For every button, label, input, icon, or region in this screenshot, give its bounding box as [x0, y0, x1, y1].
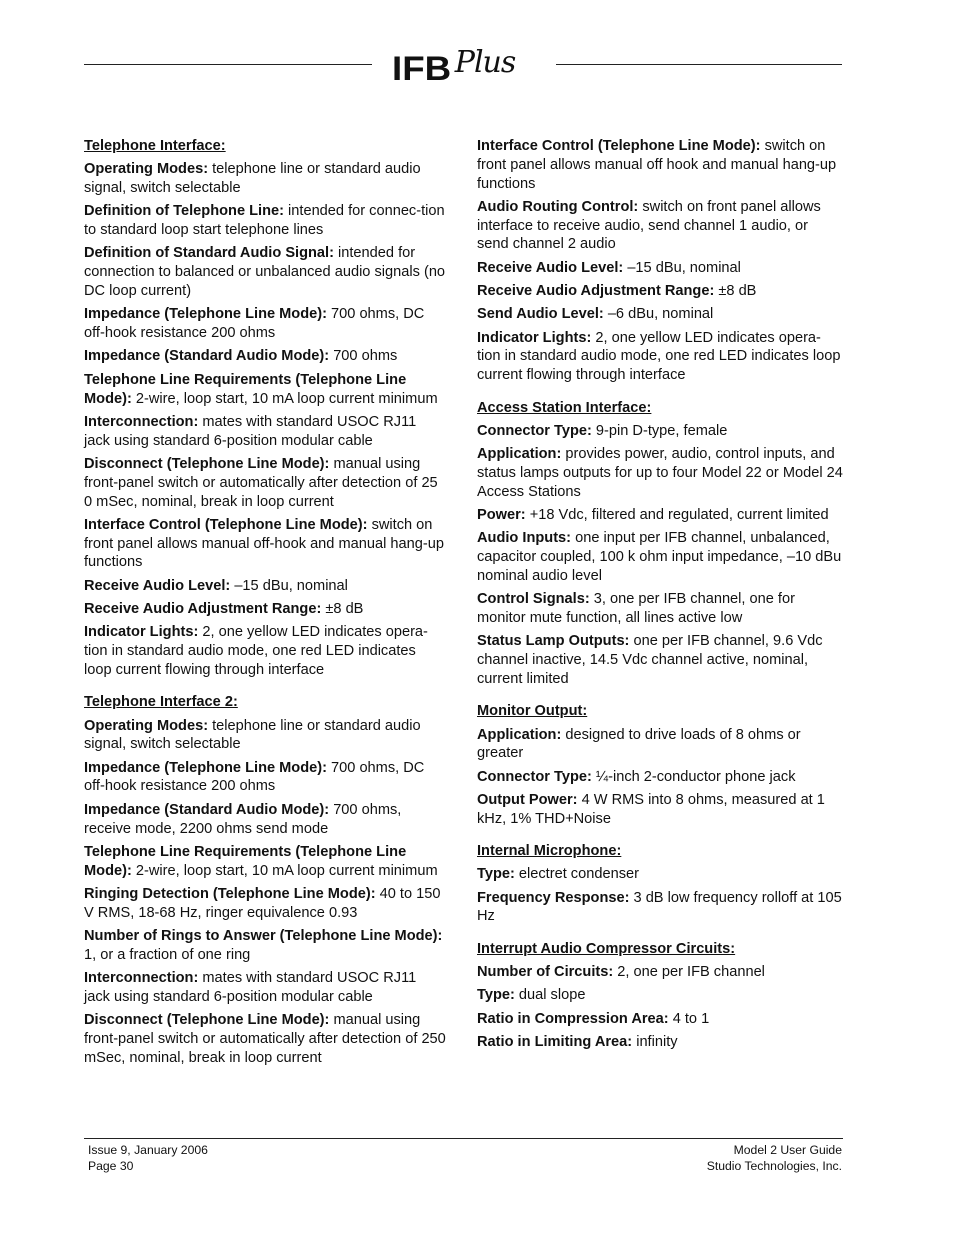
header-rule-left — [84, 64, 372, 65]
section-heading: Monitor Output: — [477, 703, 588, 720]
spec-entry — [477, 506, 843, 525]
spec-value: –6 dBu, nominal — [603, 306, 714, 323]
spec-value: 2, one yellow LED indicates opera-tion in standard audio mode, one red LED indicates loop current flowing through interface — [84, 624, 428, 678]
spec-entry — [84, 969, 446, 1007]
spec-value: 700 ohms, receive mode, 2200 ohms send mode — [84, 801, 402, 837]
spec-entry — [477, 632, 843, 688]
spec-entry — [477, 137, 843, 193]
spec-entry — [477, 963, 843, 982]
spec-value: 700 ohms, DC off-hook resistance 200 ohms — [84, 759, 425, 795]
spec-value: switch on front panel allows manual off hook and manual hang-up functions — [477, 138, 837, 192]
spec-value: 3 dB low frequency rolloff at 105 Hz — [477, 889, 842, 925]
spec-value: 700 ohms, DC off-hook resistance 200 ohms — [84, 306, 425, 342]
spec-entry — [477, 305, 843, 324]
spec-entry — [477, 865, 843, 884]
spec-term: Receive Audio Level: — [477, 259, 624, 276]
spec-term: Audio Routing Control: — [477, 198, 639, 215]
spec-value: telephone line or standard audio signal, switch selectable — [84, 161, 421, 197]
spec-term: Indicator Lights: — [84, 624, 199, 641]
spec-value: 40 to 150 V RMS, 18-68 Hz, ringer equivalence 0.93 — [84, 885, 441, 921]
spec-term: Interface Control (Telephone Line Mode): — [84, 516, 368, 533]
spec-value: 1, or a fraction of one ring — [84, 946, 251, 963]
spec-term: Disconnect (Telephone Line Mode): — [84, 1012, 330, 1029]
spec-value: one input per IFB channel, unbalanced, capacitor coupled, 100 k ohm input impedance, –10 dBu nominal audio level — [477, 530, 842, 584]
spec-value: designed to drive loads of 8 ohms or greater — [477, 726, 801, 762]
spec-term: Ringing Detection (Telephone Line Mode): — [84, 885, 376, 902]
spec-term: Interconnection: — [84, 970, 199, 987]
spec-entry — [477, 422, 843, 441]
section-gap — [477, 390, 843, 399]
spec-entry — [477, 329, 843, 385]
spec-entry — [477, 590, 843, 628]
spec-entry — [477, 1010, 843, 1029]
spec-value: 700 ohms — [329, 348, 398, 365]
spec-term: Interconnection: — [84, 413, 199, 430]
spec-term: Impedance (Standard Audio Mode): — [84, 348, 330, 365]
spec-value: 9-pin D-type, female — [591, 422, 728, 439]
spec-entry — [84, 623, 446, 679]
footer-page-number: Page 30 — [88, 1158, 134, 1173]
spec-value: provides power, audio, control inputs, and status lamps outputs for up to four Model 22 or Model 24 Access Stations — [477, 446, 843, 500]
footer-guide-title: Model 2 User Guide — [733, 1143, 842, 1157]
footer-rule — [84, 1138, 843, 1139]
spec-entry — [477, 445, 843, 501]
logo-main-text: IFB — [392, 50, 452, 88]
header-rule-right — [556, 64, 842, 65]
section-heading: Interrupt Audio Compressor Circuits: — [477, 940, 736, 957]
spec-term: Output Power: — [477, 791, 578, 808]
spec-term: Ratio in Compression Area: — [477, 1010, 669, 1027]
ifb-plus-logo — [392, 40, 542, 86]
spec-entry — [84, 305, 446, 343]
spec-term: Impedance (Standard Audio Mode): — [84, 801, 330, 818]
spec-term: Connector Type: — [477, 422, 592, 439]
spec-value: one per IFB channel, 9.6 Vdc channel inactive, 14.5 Vdc channel active, nominal, current limited — [477, 633, 823, 687]
spec-entry — [84, 1011, 446, 1067]
spec-term: Send Audio Level: — [477, 306, 604, 323]
spec-value: –15 dBu, nominal — [623, 259, 741, 276]
spec-value: manual using front-panel switch or automatically after detection of 25 0 mSec, nominal, break in loop current — [84, 455, 438, 510]
spec-value: 2-wire, loop start, 10 mA loop current minimum — [131, 862, 438, 879]
spec-term: Number of Rings to Answer (Telephone Line Mode): — [84, 927, 443, 944]
spec-value: electret condenser — [514, 866, 639, 883]
spec-term: Status Lamp Outputs: — [477, 633, 630, 650]
spec-term: Receive Audio Adjustment Range: — [477, 283, 715, 300]
spec-entry — [477, 986, 843, 1005]
spec-value: switch on front panel allows manual off-hook and manual hang-up functions — [84, 516, 444, 571]
spec-entry — [477, 726, 843, 764]
spec-value: 2, one yellow LED indicates opera-tion in standard audio mode, one red LED indicates loop current flowing through interface — [477, 329, 841, 384]
spec-entry — [84, 160, 446, 198]
spec-term: Indicator Lights: — [477, 329, 592, 346]
spec-term: Telephone Line Requirements (Telephone Line Mode): — [84, 843, 407, 879]
spec-value: intended for connec-tion to standard loop start telephone lines — [84, 203, 445, 239]
spec-entry — [84, 927, 446, 965]
spec-term: Frequency Response: — [477, 889, 630, 906]
spec-value: manual using front-panel switch or automatically after detection of 250 mSec, nominal, break in loop current — [84, 1012, 446, 1066]
spec-term: Control Signals: — [477, 591, 590, 608]
spec-term: Type: — [477, 987, 515, 1004]
spec-entry — [84, 843, 446, 881]
spec-term: Operating Modes: — [84, 717, 209, 734]
spec-term: Telephone Line Requirements (Telephone Line Mode): — [84, 371, 407, 407]
spec-term: Interface Control (Telephone Line Mode): — [477, 138, 761, 154]
spec-value: infinity — [632, 1033, 678, 1050]
spec-value: 2, one per IFB channel — [613, 963, 765, 980]
spec-entry — [477, 198, 843, 254]
right-column — [477, 137, 843, 1056]
spec-entry — [84, 413, 446, 451]
spec-term: Audio Inputs: — [477, 530, 572, 547]
spec-term: Impedance (Telephone Line Mode): — [84, 759, 327, 776]
spec-entry — [84, 717, 446, 755]
spec-term: Ratio in Limiting Area: — [477, 1033, 633, 1050]
spec-entry — [84, 347, 446, 366]
spec-entry — [477, 529, 843, 585]
spec-entry — [84, 801, 446, 839]
spec-value: 4 W RMS into 8 ohms, measured at 1 kHz, 1% THD+Noise — [477, 791, 825, 827]
spec-term: Operating Modes: — [84, 161, 209, 178]
spec-entry — [84, 759, 446, 797]
spec-term: Definition of Standard Audio Signal: — [84, 245, 334, 262]
spec-term: Receive Audio Level: — [84, 577, 231, 594]
spec-entry — [84, 244, 446, 300]
spec-value: –15 dBu, nominal — [230, 577, 348, 594]
section-heading: Telephone Interface: — [84, 138, 226, 154]
spec-value: ±8 dB — [321, 601, 364, 618]
spec-entry — [477, 259, 843, 278]
section-heading: Telephone Interface 2: — [84, 694, 238, 711]
footer-left — [88, 1143, 208, 1174]
logo-script-text: Plus — [454, 45, 516, 80]
spec-value: ¼-inch 2-conductor phone jack — [591, 768, 796, 785]
spec-term: Type: — [477, 866, 515, 883]
spec-value: 4 to 1 — [668, 1010, 710, 1027]
spec-value: telephone line or standard audio signal, switch selectable — [84, 717, 421, 753]
spec-value: ±8 dB — [714, 283, 757, 300]
spec-entry — [84, 455, 446, 511]
spec-term: Application: — [477, 726, 562, 743]
spec-term: Number of Circuits: — [477, 963, 614, 980]
spec-value: +18 Vdc, filtered and regulated, current limited — [525, 507, 829, 524]
footer-right — [707, 1143, 842, 1174]
spec-term: Disconnect (Telephone Line Mode): — [84, 455, 330, 472]
spec-term: Power: — [477, 507, 526, 524]
spec-entry — [84, 600, 446, 619]
spec-value: 3, one per IFB channel, one for monitor mute function, all lines active low — [477, 591, 795, 627]
spec-entry — [84, 371, 446, 409]
spec-value: mates with standard USOC RJ11 jack using standard 6-position modular cable — [84, 970, 417, 1005]
spec-entry — [84, 885, 446, 923]
spec-value: mates with standard USOC RJ11 jack using standard 6-position modular cable — [84, 413, 417, 449]
spec-entry — [84, 577, 446, 596]
spec-term: Impedance (Telephone Line Mode): — [84, 306, 327, 323]
footer-issue: Issue 9, January 2006 — [88, 1143, 208, 1157]
spec-term: Application: — [477, 446, 562, 463]
section-heading: Access Station Interface: — [477, 399, 652, 416]
spec-entry — [477, 768, 843, 787]
spec-value: 2-wire, loop start, 10 mA loop current minimum — [131, 390, 438, 407]
spec-entry — [84, 202, 446, 240]
spec-entry — [84, 516, 446, 572]
spec-entry — [477, 1033, 843, 1052]
spec-term: Connector Type: — [477, 768, 592, 785]
spec-term: Definition of Telephone Line: — [84, 203, 284, 220]
spec-entry — [477, 791, 843, 829]
section-gap — [477, 931, 843, 940]
spec-entry — [477, 889, 843, 927]
spec-value: intended for connection to balanced or unbalanced audio signals (no DC loop current) — [84, 245, 446, 300]
section-gap — [477, 833, 843, 842]
spec-term: Receive Audio Adjustment Range: — [84, 601, 322, 618]
section-heading: Internal Microphone: — [477, 843, 622, 859]
spec-entry — [477, 282, 843, 301]
spec-value: dual slope — [514, 987, 586, 1004]
section-gap — [84, 684, 446, 693]
section-gap — [477, 693, 843, 702]
footer-company: Studio Technologies, Inc. — [706, 1158, 842, 1173]
left-column — [84, 137, 446, 1072]
spec-value: switch on front panel allows interface to receive audio, send channel 1 audio, or send channel 2 audio — [477, 198, 821, 253]
